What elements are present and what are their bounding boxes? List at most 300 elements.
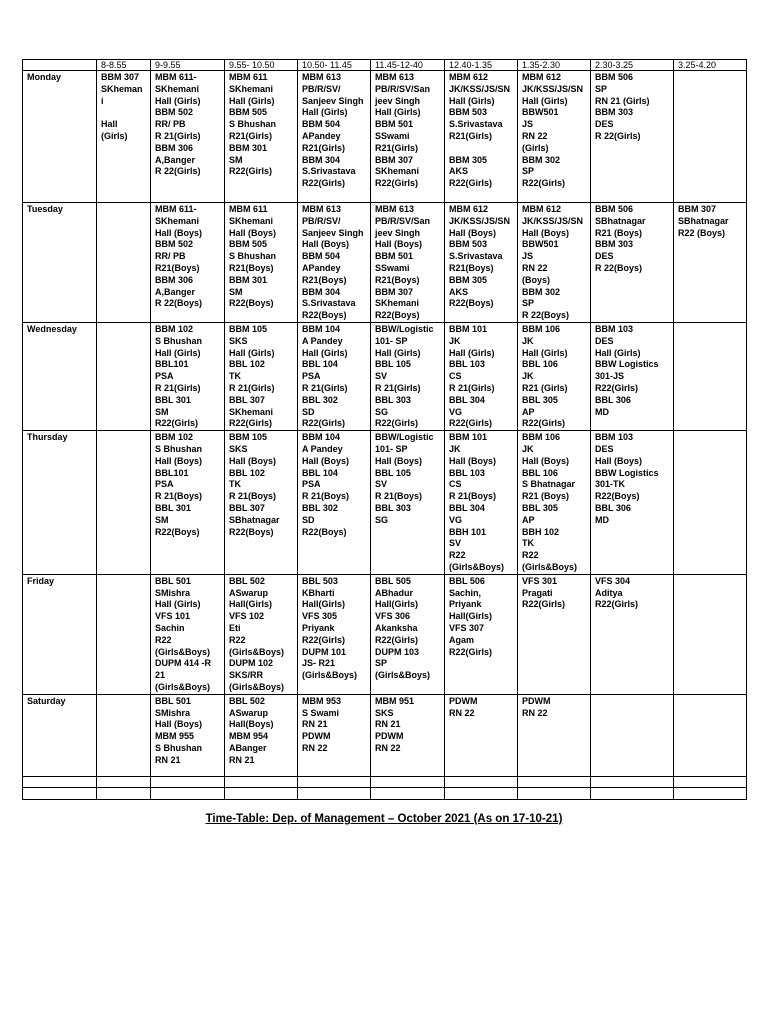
class-line: Hall (Girls)	[155, 347, 201, 358]
class-line: SG	[375, 514, 389, 525]
class-line: R22(Girls)	[155, 418, 199, 429]
class-line: R22	[522, 550, 539, 561]
class-line: BBM 502	[155, 239, 194, 250]
class-line: R22	[229, 634, 246, 645]
timetable-caption: Time-Table: Dep. of Management – October 2021 (As on 17-10-21)	[205, 813, 563, 825]
class-line: A,Banger	[155, 286, 196, 297]
class-line: R22(Girls)	[375, 418, 419, 429]
class-line: R 21(Girls)	[375, 382, 421, 393]
class-line: BBM 307	[678, 204, 717, 214]
class-line: MD	[595, 514, 609, 525]
class-line: APandey	[302, 262, 341, 273]
class-cell	[298, 71, 371, 203]
class-line: SKS	[229, 335, 248, 346]
empty-cell	[591, 787, 674, 799]
class-line: BBM 103	[595, 324, 634, 334]
class-line: MBM 613	[302, 72, 342, 82]
day-label: Monday	[23, 71, 97, 203]
class-line: SP	[522, 298, 535, 309]
class-line: VFS 306	[375, 611, 411, 622]
class-line: Hall (Boys)	[522, 227, 570, 238]
class-cell	[151, 203, 225, 323]
class-line: JK	[522, 371, 534, 382]
class-line: PDWM	[522, 695, 551, 706]
class-line: MBM 955	[155, 731, 195, 742]
class-line: BBL 103	[449, 467, 485, 478]
class-line: BBM 104	[302, 324, 341, 334]
class-line: SBhatnagar	[678, 215, 729, 226]
class-cell	[591, 694, 674, 776]
empty-cell	[518, 776, 591, 787]
class-line: VFS 304	[595, 575, 631, 586]
class-line: SKhemani	[229, 406, 274, 417]
class-line: BBM 102	[155, 432, 194, 443]
class-line: Priyank	[302, 622, 335, 633]
class-line: Hall (Boys)	[155, 455, 203, 466]
empty-cell	[298, 776, 371, 787]
class-line: BBL 503	[302, 575, 338, 586]
class-line: DES	[595, 251, 614, 262]
class-line: RN 21	[155, 754, 181, 765]
class-line: (Girls&Boys)	[522, 561, 578, 572]
timetable	[22, 59, 747, 800]
class-line: R22(Girls)	[229, 418, 273, 429]
class-cell	[518, 574, 591, 694]
class-line: BBL101	[155, 359, 189, 370]
class-line: R 22(Boys)	[522, 310, 570, 321]
class-cell	[298, 203, 371, 323]
class-line: R22(Boys)	[449, 298, 494, 309]
class-line: JK/KSS/JS/SN	[522, 215, 584, 226]
class-line: (Girls&Boys)	[229, 681, 285, 692]
class-line	[449, 143, 515, 155]
class-line: SKhemani	[375, 298, 420, 309]
class-line: BBM 105	[229, 432, 268, 443]
class-line: JK	[522, 335, 534, 346]
class-line: AKS	[449, 166, 469, 177]
class-line: BBM 502	[155, 107, 194, 118]
class-line: BBL 105	[375, 467, 411, 478]
class-line: (Girls)	[101, 130, 128, 141]
class-line: JK	[449, 443, 461, 454]
class-line: R22(Girls)	[522, 599, 566, 610]
class-line: BBL 106	[522, 359, 558, 370]
class-line: R 21(Boys)	[229, 491, 277, 502]
class-line: Hall (Girls)	[155, 599, 201, 610]
class-line: R21 (Boys)	[595, 227, 643, 238]
class-line: MBM 612	[449, 204, 489, 214]
class-line: Hall (Boys)	[229, 455, 277, 466]
class-cell	[151, 431, 225, 575]
class-line: DES	[595, 443, 614, 454]
class-line: BBM 102	[155, 324, 194, 334]
class-line: R22(Boys)	[302, 310, 347, 321]
class-cell	[225, 203, 298, 323]
class-line: Aditya	[595, 587, 623, 598]
class-line: ASwarup	[229, 587, 269, 598]
class-line: R21(Girls)	[375, 142, 419, 153]
class-line: CS	[449, 371, 462, 382]
class-line: JK	[522, 443, 534, 454]
class-line: Hall (Girls)	[375, 347, 421, 358]
class-line: SKS/RR	[229, 670, 264, 681]
class-line: SKhemani	[375, 166, 420, 177]
class-line: R22(Girls)	[522, 178, 566, 189]
empty-cell	[97, 787, 151, 799]
class-line: RN 21	[302, 719, 328, 730]
class-line: R 22(Boys)	[155, 298, 203, 309]
class-line: R 21(Boys)	[155, 491, 203, 502]
class-line: Hall (Boys)	[229, 227, 277, 238]
class-line: BBL 106	[522, 467, 558, 478]
class-line: Sachin	[155, 622, 185, 633]
class-line: MBM 612	[449, 72, 489, 82]
class-line: R21(Boys)	[155, 262, 200, 273]
class-line: MBM 954	[229, 731, 269, 742]
class-line: Hall (Boys)	[522, 455, 570, 466]
class-cell	[674, 203, 747, 323]
class-line: JS- R21	[302, 658, 336, 669]
class-line: R 22(Girls)	[155, 166, 201, 177]
class-line: R22(Girls)	[522, 418, 566, 429]
class-line: MBM 611-	[155, 72, 197, 82]
class-line: BBL 303	[375, 502, 411, 513]
empty-cell	[151, 787, 225, 799]
class-line: (Girls&Boys)	[302, 670, 358, 681]
class-line: SM	[155, 406, 169, 417]
class-line: BBM 304	[302, 286, 341, 297]
day-row	[23, 203, 747, 323]
class-line: R 21(Girls)	[155, 382, 201, 393]
class-line: DUPM 103	[375, 646, 420, 657]
class-line: R22(Boys)	[375, 310, 420, 321]
class-line: 21	[155, 670, 166, 681]
time-slot-header: 1.35-2.30	[518, 60, 591, 71]
empty-cell	[674, 787, 747, 799]
time-slot-header: 9-9.55	[151, 60, 225, 71]
class-line: ABhadur	[375, 587, 413, 598]
class-line: SBhatnagar	[595, 215, 646, 226]
class-line: R22(Girls)	[375, 634, 419, 645]
class-line: JS	[522, 119, 534, 130]
class-cell	[445, 71, 518, 203]
class-line: S.Srivastava	[449, 251, 503, 262]
class-line: DUPM 414 -R	[155, 658, 212, 669]
class-line: BBM 307	[101, 72, 140, 82]
class-line: AP	[522, 514, 535, 525]
class-line: R21(Boys)	[449, 262, 494, 273]
class-line: R22(Boys)	[595, 491, 640, 502]
class-line: PSA	[302, 371, 321, 382]
time-slot-header: 8-8.55	[97, 60, 151, 71]
class-line: (Boys)	[522, 274, 551, 285]
empty-cell	[23, 776, 97, 787]
class-line: BBL 301	[155, 502, 191, 513]
class-line: VFS 307	[449, 622, 485, 633]
class-line: BBW501	[522, 107, 559, 118]
class-line: BBL 306	[595, 502, 631, 513]
class-cell	[674, 694, 747, 776]
class-line: Hall (Girls)	[449, 95, 495, 106]
class-line: BBM 301	[229, 274, 268, 285]
class-line: R22 (Boys)	[678, 227, 726, 238]
class-line: Hall (Boys)	[595, 455, 643, 466]
class-line: Hall (Girls)	[522, 95, 568, 106]
class-line: SMishra	[155, 587, 191, 598]
class-line: BBM 307	[375, 154, 414, 165]
class-line: BBM 501	[375, 251, 414, 262]
class-line: BBL 301	[155, 394, 191, 405]
class-line: R 21(Boys)	[375, 491, 423, 502]
class-line: BBL 302	[302, 502, 338, 513]
class-line: BBL 104	[302, 467, 338, 478]
class-line: BBL 302	[302, 394, 338, 405]
class-line: R 21(Girls)	[302, 382, 348, 393]
class-line: BBL 102	[229, 359, 265, 370]
class-line: BBM 302	[522, 286, 561, 297]
class-line: RN 21 (Girls)	[595, 95, 650, 106]
class-line: BBL 501	[155, 575, 191, 586]
class-line: R22(Girls)	[375, 178, 419, 189]
class-line: MBM 611	[229, 72, 268, 82]
class-line: 101- SP	[375, 335, 408, 346]
class-line: RN 22	[449, 707, 475, 718]
class-line: jeev Singh	[375, 95, 421, 106]
class-line: Hall (Boys)	[375, 455, 423, 466]
class-cell	[151, 71, 225, 203]
class-line: JK	[449, 335, 461, 346]
class-line: PSA	[155, 371, 174, 382]
class-cell	[97, 694, 151, 776]
class-line: VFS 102	[229, 611, 265, 622]
class-line: BBM 101	[449, 324, 488, 334]
class-line: BBW/Logistic	[375, 324, 434, 334]
class-line: BBL 307	[229, 394, 265, 405]
class-cell	[371, 71, 445, 203]
class-line: MBM 613	[302, 204, 342, 214]
class-line: BBM 501	[375, 119, 414, 130]
empty-cell	[518, 787, 591, 799]
class-line: MBM 612	[522, 204, 562, 214]
class-line: Hall(Girls)	[449, 611, 493, 622]
class-line: RN 22	[375, 742, 401, 753]
class-line: R22(Girls)	[229, 166, 273, 177]
class-line: ABanger	[229, 742, 267, 753]
empty-cell	[23, 787, 97, 799]
class-line: RN 21	[229, 754, 255, 765]
class-cell	[371, 203, 445, 323]
class-line: VFS 101	[155, 611, 191, 622]
class-line: 301-TK	[595, 479, 626, 490]
class-line: MBM 951	[375, 695, 415, 706]
class-cell	[151, 574, 225, 694]
class-line: S.Srivastava	[449, 119, 503, 130]
class-line: JK/KSS/JS/SN	[449, 83, 511, 94]
empty-cell	[591, 776, 674, 787]
class-line: BBM 305	[449, 154, 488, 165]
class-line: BBW501	[522, 239, 559, 250]
class-cell	[445, 431, 518, 575]
class-line: RN 21	[375, 719, 401, 730]
class-line: R22(Girls)	[302, 178, 346, 189]
class-line: SSwami	[375, 262, 410, 273]
class-cell	[371, 694, 445, 776]
time-slot-header: 2.30-3.25	[591, 60, 674, 71]
class-line: SSwami	[375, 130, 410, 141]
class-cell	[674, 574, 747, 694]
class-line: S Bhushan	[155, 335, 203, 346]
class-cell	[225, 694, 298, 776]
class-line: SP	[522, 166, 535, 177]
class-line: PB/R/SV/	[302, 83, 341, 94]
class-line: BBM 104	[302, 432, 341, 443]
class-line: BBM 101	[449, 432, 488, 443]
class-line: R21(Boys)	[375, 274, 420, 285]
class-line: MD	[595, 406, 609, 417]
class-line: VFS 305	[302, 611, 338, 622]
class-line: PSA	[155, 479, 174, 490]
class-line: R22(Girls)	[449, 418, 493, 429]
class-line: BBL 303	[375, 394, 411, 405]
class-line: BBL 104	[302, 359, 338, 370]
class-line: (Girls)	[522, 142, 549, 153]
class-cell	[225, 323, 298, 431]
class-line: ASwarup	[229, 707, 269, 718]
class-line: DUPM 101	[302, 646, 347, 657]
class-line: SMishra	[155, 707, 191, 718]
class-cell	[97, 574, 151, 694]
class-line: S Swami	[302, 707, 340, 718]
class-line: BBL 305	[522, 394, 558, 405]
class-line: BBL 506	[449, 575, 485, 586]
class-cell	[518, 431, 591, 575]
class-cell	[445, 694, 518, 776]
class-line: R22	[155, 634, 172, 645]
class-line: TK	[522, 538, 534, 549]
class-line: Hall (Girls)	[522, 347, 568, 358]
empty-cell	[674, 776, 747, 787]
class-line: R22(Boys)	[302, 526, 347, 537]
class-line: DUPM 102	[229, 658, 274, 669]
class-line: VFS 301	[522, 575, 558, 586]
class-line: BBM 105	[229, 324, 268, 334]
class-cell	[674, 323, 747, 431]
class-line: KBharti	[302, 587, 335, 598]
class-line: Hall (Girls)	[302, 107, 348, 118]
class-line: SV	[375, 479, 388, 490]
class-cell	[591, 431, 674, 575]
empty-cell	[151, 776, 225, 787]
class-line: 101- SP	[375, 443, 408, 454]
class-cell	[445, 574, 518, 694]
class-line: (Girls&Boys)	[375, 670, 431, 681]
class-line: BBM 305	[449, 274, 488, 285]
day-label: Wednesday	[23, 323, 97, 431]
class-line: BBM 503	[449, 107, 488, 118]
class-line: R21(Girls)	[449, 130, 493, 141]
class-line: A Pandey	[302, 443, 343, 454]
class-cell	[225, 71, 298, 203]
time-slot-header: 10.50- 11.45	[298, 60, 371, 71]
class-cell	[225, 431, 298, 575]
class-line: Eti	[229, 622, 241, 633]
class-line: SKhemani	[229, 83, 274, 94]
class-line: Hall(Girls)	[375, 599, 419, 610]
class-cell	[591, 323, 674, 431]
class-line: SM	[229, 154, 243, 165]
class-line: SP	[595, 83, 608, 94]
class-line: SV	[449, 538, 462, 549]
class-cell	[518, 203, 591, 323]
class-line: (Girls&Boys)	[229, 646, 285, 657]
class-cell	[445, 203, 518, 323]
class-line: R22(Boys)	[229, 298, 274, 309]
class-cell	[151, 694, 225, 776]
class-line: PB/R/SV/San	[375, 83, 431, 94]
class-line: R22(Boys)	[229, 526, 274, 537]
class-line: BBL 103	[449, 359, 485, 370]
class-line: BBH 101	[449, 526, 487, 537]
class-line: RN 22	[522, 130, 548, 141]
class-line: BBL 304	[449, 502, 485, 513]
class-line: BBM 506	[595, 204, 634, 214]
class-line: (Girls&Boys)	[155, 646, 211, 657]
header-corner	[23, 60, 97, 71]
class-line: SP	[375, 658, 388, 669]
class-line: BBL 105	[375, 359, 411, 370]
class-line: MBM 613	[375, 72, 415, 82]
day-row	[23, 323, 747, 431]
class-line: PDWM	[375, 731, 404, 742]
class-cell	[97, 431, 151, 575]
time-slot-header: 11.45-12-40	[371, 60, 445, 71]
class-cell	[591, 574, 674, 694]
class-line: R 22(Boys)	[595, 262, 643, 273]
class-line: i	[101, 95, 104, 106]
class-line: VG	[449, 406, 463, 417]
class-line: BBL 505	[375, 575, 411, 586]
class-line: R22(Girls)	[449, 178, 493, 189]
empty-cell	[445, 776, 518, 787]
class-line: S Bhushan	[155, 443, 203, 454]
class-line: PDWM	[449, 695, 478, 706]
class-line: (Girls&Boys)	[155, 681, 211, 692]
class-line: Hall (Boys)	[449, 227, 497, 238]
class-line: BBL 304	[449, 394, 485, 405]
class-line: Hall	[101, 119, 118, 130]
class-line: BBL 501	[155, 695, 191, 706]
class-line: S Bhushan	[229, 251, 277, 262]
day-label: Friday	[23, 574, 97, 694]
class-line: R22	[449, 550, 466, 561]
time-slot-header: 3.25-4.20	[674, 60, 747, 71]
class-line: MBM 611	[229, 204, 268, 214]
class-line: R22(Boys)	[155, 526, 200, 537]
class-line: BBM 504	[302, 119, 341, 130]
class-line: PB/R/SV/San	[375, 215, 431, 226]
class-line: Hall (Boys)	[449, 455, 497, 466]
class-cell	[298, 574, 371, 694]
class-line: Akanksha	[375, 622, 418, 633]
class-cell	[591, 71, 674, 203]
class-line: BBL 305	[522, 502, 558, 513]
class-line: DES	[595, 335, 614, 346]
class-cell	[97, 71, 151, 203]
class-line: SG	[375, 406, 389, 417]
class-line: R22(Girls)	[302, 634, 346, 645]
time-slot-header: 12.40-1.35	[445, 60, 518, 71]
class-line: PB/R/SV/	[302, 215, 341, 226]
